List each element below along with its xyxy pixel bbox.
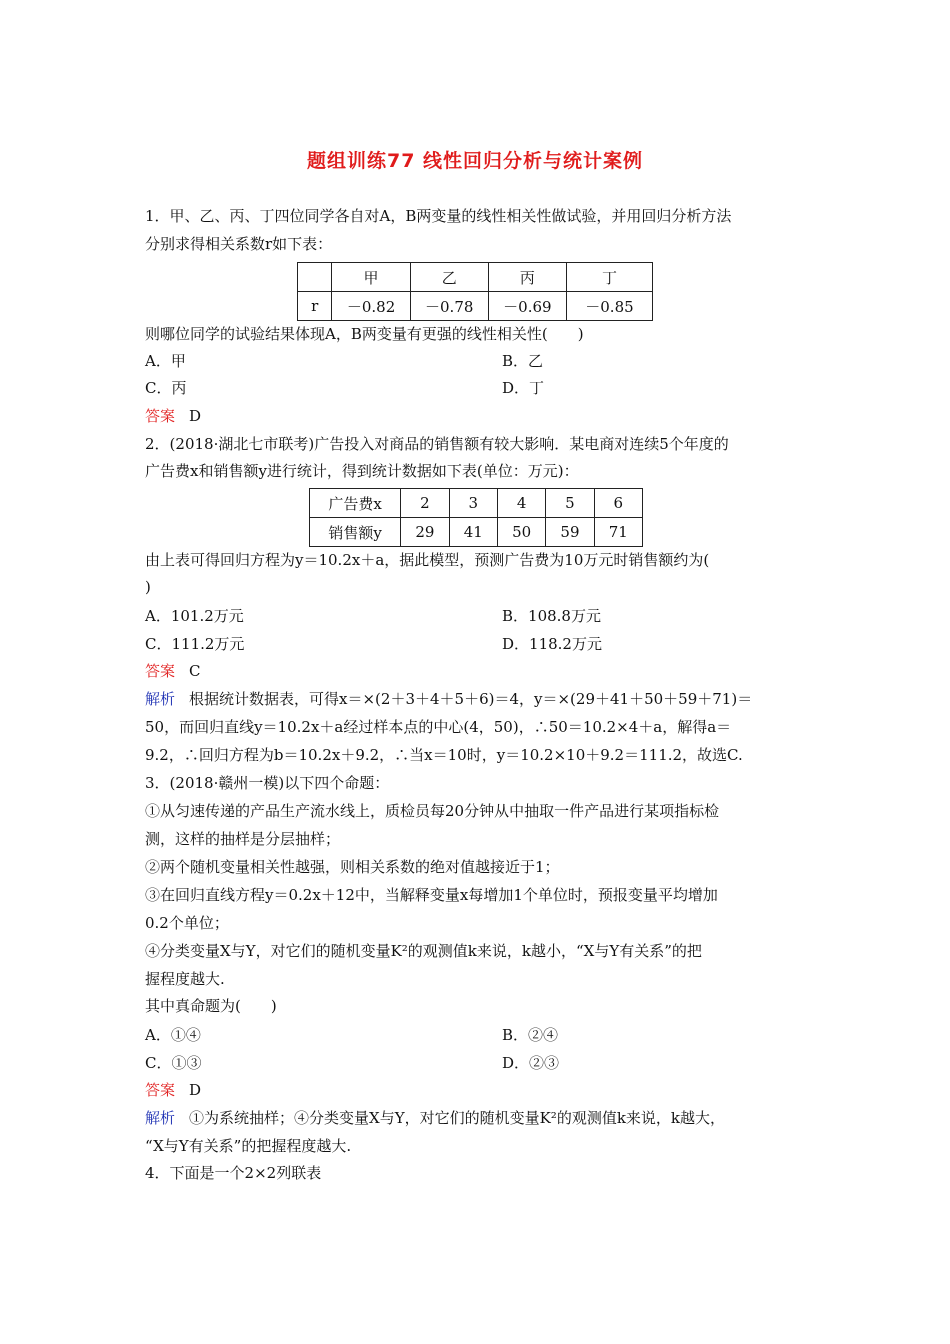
answer-value: D: [189, 407, 202, 425]
table-cell: 6: [594, 489, 642, 518]
q2-data-table: [309, 488, 643, 547]
table-cell: 销售额y: [310, 518, 401, 547]
q2-analysis-line1: [145, 689, 752, 709]
table-cell: 5: [546, 489, 594, 518]
analysis-label: 解析: [145, 690, 176, 708]
table-cell: 丙: [488, 263, 566, 292]
analysis-label: 解析: [145, 1109, 176, 1127]
table-cell: 甲: [332, 263, 410, 292]
table-cell: 2: [401, 489, 449, 518]
q3-text-line2: ①从匀速传递的产品生产流水线上，质检员每20分钟从中抽取一件产品进行某项指标检: [145, 802, 720, 820]
q1-answer: [145, 406, 201, 426]
table-cell: r: [298, 292, 332, 321]
q3-answer: [145, 1080, 201, 1100]
q2-analysis-line3: 9.2，∴回归方程为b＝10.2x＋9.2，∴当x＝10时，y＝10.2×10＋9.2＝111.2，故选C.: [145, 746, 743, 764]
table-cell: －0.85: [566, 292, 652, 321]
answer-label: 答案: [145, 662, 176, 680]
table-cell: －0.82: [332, 292, 410, 321]
q3-option-c: C．①③: [145, 1054, 202, 1072]
q3-text-line3: 测，这样的抽样是分层抽样；: [145, 830, 341, 848]
q3-text-line7: ④分类变量X与Y，对它们的随机变量K²的观测值k来说，k越小，“X与Y有关系”的把: [145, 942, 702, 960]
q2-option-a: A．101.2万元: [145, 607, 244, 625]
table-cell: 广告费x: [310, 489, 401, 518]
answer-label: 答案: [145, 407, 176, 425]
analysis-text: 根据统计数据表，可得x＝×(2＋3＋4＋5＋6)＝4，y＝×(29＋41＋50＋59＋71)＝: [189, 690, 753, 708]
q3-text-line1: 3．(2018·赣州一模)以下四个命题：: [145, 774, 390, 792]
q3-option-b: B．②④: [502, 1026, 559, 1044]
q3-text-line8: 握程度越大.: [145, 970, 225, 988]
q1-option-c: C．丙: [145, 379, 187, 397]
table-cell: －0.78: [410, 292, 488, 321]
q2-answer: [145, 661, 201, 681]
q1-text-line1: 1．甲、乙、丙、丁四位同学各自对A，B两变量的线性相关性做试验，并用回归分析方法: [145, 207, 732, 225]
table-cell: [298, 263, 332, 292]
q2-option-b: B．108.8万元: [502, 607, 601, 625]
q2-analysis-line2: 50，而回归直线y＝10.2x＋a经过样本点的中心(4，50)，∴50＝10.2×4＋a，解得a＝: [145, 718, 732, 736]
table-cell: 乙: [410, 263, 488, 292]
table-cell: 50: [497, 518, 545, 547]
table-cell: 59: [546, 518, 594, 547]
q2-text-line3: 由上表可得回归方程为y＝10.2x＋a，据此模型，预测广告费为10万元时销售额约为(: [145, 551, 710, 569]
answer-value: C: [189, 662, 201, 680]
table-cell: －0.69: [488, 292, 566, 321]
q2-text-line4: ): [145, 578, 151, 596]
q3-text-line4: ②两个随机变量相关性越强，则相关系数的绝对值越接近于1；: [145, 858, 560, 876]
answer-label: 答案: [145, 1081, 176, 1099]
q2-option-c: C．111.2万元: [145, 635, 245, 653]
q1-text-line3: 则哪位同学的试验结果体现A，B两变量有更强的线性相关性( ): [145, 325, 584, 343]
table-cell: 3: [449, 489, 497, 518]
q1-text-line2: 分别求得相关系数r如下表：: [145, 235, 333, 253]
table-row: [310, 489, 643, 518]
q1-correlation-table: [297, 262, 653, 321]
q2-text-line2: 广告费x和销售额y进行统计，得到统计数据如下表(单位：万元)：: [145, 462, 579, 480]
q2-text-line1: 2．(2018·湖北七市联考)广告投入对商品的销售额有较大影响．某电商对连续5个年度的: [145, 435, 729, 453]
page-title: 题组训练77 线性回归分析与统计案例: [306, 150, 644, 172]
q1-option-b: B．乙: [502, 352, 544, 370]
q3-text-line6: 0.2个单位；: [145, 914, 229, 932]
q1-option-a: A．甲: [145, 352, 186, 370]
q3-text-line5: ③在回归直线方程y＝0.2x＋12中，当解释变量x每增加1个单位时，预报变量平均增加: [145, 886, 718, 904]
answer-value: D: [189, 1081, 202, 1099]
q3-text-line9: 其中真命题为( ): [145, 997, 277, 1015]
table-cell: 4: [497, 489, 545, 518]
q4-text-line1: 4．下面是一个2×2列联表: [145, 1164, 322, 1182]
table-row: [310, 518, 643, 547]
table-row: [298, 263, 653, 292]
q3-analysis-line1: [145, 1108, 725, 1128]
q2-option-d: D．118.2万元: [502, 635, 602, 653]
q1-option-d: D．丁: [502, 379, 545, 397]
analysis-text: ①为系统抽样；④分类变量X与Y，对它们的随机变量K²的观测值k来说，k越大，: [189, 1109, 725, 1127]
q3-option-a: A．①④: [145, 1026, 201, 1044]
table-row: [298, 292, 653, 321]
table-cell: 29: [401, 518, 449, 547]
q3-option-d: D．②③: [502, 1054, 560, 1072]
table-cell: 71: [594, 518, 642, 547]
q3-analysis-line2: “X与Y有关系”的把握程度越大.: [145, 1137, 352, 1155]
table-cell: 41: [449, 518, 497, 547]
table-cell: 丁: [566, 263, 652, 292]
